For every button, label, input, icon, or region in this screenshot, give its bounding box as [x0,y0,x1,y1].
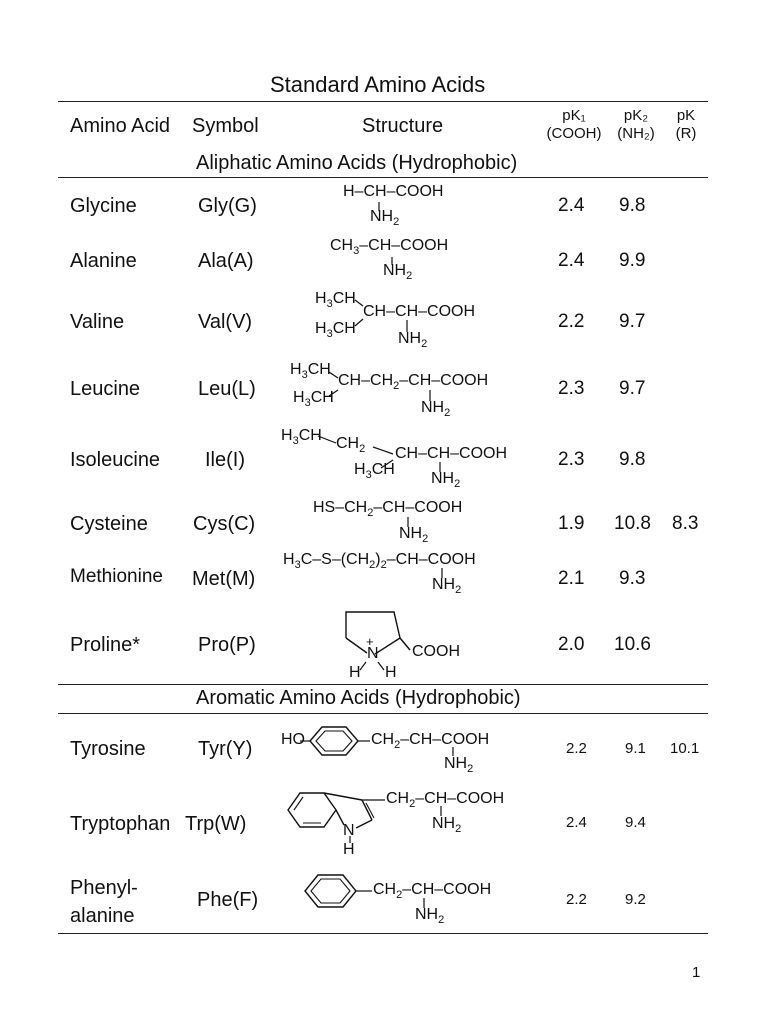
divider [58,713,708,714]
amino-group: $NH_2$ [415,906,445,927]
amino-acid-name-line1: Phenyl- [70,877,138,899]
pk2-value: 9.7 [619,311,646,332]
structure-isoleucine: CH–CH–COOH [395,445,508,462]
amino-acid-name: Alanine [70,250,137,272]
amino-acid-symbol: Tyr(Y) [198,738,253,760]
structure-phenylalanine: $CH_2-CH$–COOH [373,881,492,902]
pk1-value: 2.2 [566,740,587,757]
hydrogen: H [349,664,361,681]
pk2-value: 9.4 [625,814,646,831]
charge-plus: + [366,634,374,649]
structure-valine: CH–CH–COOH [363,303,476,320]
amino-group: $NH_2$ [383,262,413,283]
amino-acid-symbol: Met(M) [192,568,256,590]
header-pkr-group: (R) [675,125,697,142]
amino-group: $NH_2$ [370,208,400,229]
header-pk2-label: pK₂ [623,107,649,124]
amino-acid-name: Methionine [70,566,163,587]
amino-group: $NH_2$ [421,399,451,420]
hydrogen: H [343,841,355,858]
divider [58,933,708,934]
pkr-value: 10.1 [670,740,700,757]
structure-cysteine: $HS-CH_2-CH$–COOH [313,499,463,520]
pk1-value: 1.9 [558,513,585,534]
amino-acid-symbol: Ile(I) [205,449,245,471]
page-number: 1 [692,964,701,981]
header-pk1-label: pK₁ [562,107,586,124]
structure-leucine: $CH-CH_2-CH$–COOH [338,372,489,393]
header-symbol: Symbol [192,115,259,137]
pk1-value: 2.4 [558,250,585,271]
pk2-value: 9.3 [619,568,646,589]
pk2-value: 10.6 [614,634,651,655]
pk2-value: 9.2 [625,891,646,908]
pk1-value: 2.3 [558,449,585,470]
amino-acid-name: Isoleucine [70,449,161,471]
pk1-value: 2.2 [566,891,587,908]
pk1-value: 2.4 [558,195,585,216]
pk1-value: 2.2 [558,311,585,332]
amino-acid-symbol: Cys(C) [193,513,256,535]
ring-nitrogen: N [343,822,355,839]
amino-acid-symbol: Trp(W) [185,813,247,835]
amino-group: $NH_2$ [431,470,461,491]
section-aliphatic: Aliphatic Amino Acids (Hydrophobic) [196,152,518,174]
amino-acid-symbol: Val(V) [198,311,253,333]
hydrogen: H [385,664,397,681]
header-pk1-group: (COOH) [546,125,602,142]
header-amino-acid: Amino Acid [70,115,171,137]
methyl-group: $H_3CH$ [281,427,322,448]
ring-nitrogen: N [367,645,379,662]
header-structure: Structure [362,115,444,137]
amino-acid-name: Cysteine [70,513,148,535]
amino-acid-name: Tyrosine [70,738,146,760]
pk2-value: 9.8 [619,449,646,470]
methyl-group: $H_3CH$ [354,461,395,482]
carboxyl-group: COOH [412,643,460,660]
pk1-value: 2.1 [558,568,585,589]
amino-group: $NH_2$ [398,330,428,351]
structure-methionine: $H_3C-S-(CH_2)_2-CH$–COOH [283,551,476,572]
chem-text: H–CH–COOH [343,183,444,200]
methylene-group: $CH_2$ [336,435,366,456]
amino-acid-name-line2: alanine [70,905,135,927]
structure-tyrosine: $CH_2-CH$–COOH [371,731,490,752]
amino-acid-symbol: Phe(F) [197,889,259,911]
amino-acid-symbol: Pro(P) [198,634,256,656]
pk1-value: 2.4 [566,814,587,831]
pk2-value: 9.9 [619,250,646,271]
amino-acid-name: Tryptophan [70,813,171,835]
amino-acid-symbol: Ala(A) [198,250,254,272]
methyl-group: $H_3CH$ [290,361,331,382]
methyl-group: $H_3CH$ [315,290,356,311]
amino-acid-symbol: Gly(G) [198,195,257,217]
page-title: Standard Amino Acids [270,72,486,97]
pk1-value: 2.0 [558,634,585,655]
amino-acid-name: Glycine [70,195,137,217]
pk2-value: 9.1 [625,740,646,757]
pk2-value: 9.8 [619,195,646,216]
amino-group: $NH_2$ [432,576,462,597]
amino-acid-name: Proline* [70,634,141,656]
amino-acid-name: Leucine [70,378,141,400]
methyl-group: $H_3CH$ [315,320,356,341]
hydroxyl-group: HO [281,731,305,748]
pk2-value: 9.7 [619,378,646,399]
pkr-value: 8.3 [672,513,699,534]
amino-acid-name [70,874,138,930]
divider [58,684,708,685]
amino-group: $NH_2$ [399,525,429,546]
pk1-value: 2.3 [558,378,585,399]
amino-acid-symbol: Leu(L) [198,378,256,400]
methyl-group: $H_3CH$ [293,389,334,410]
amino-group: $NH_2$ [444,755,474,776]
structure-alanine: $CH_3-CH$–COOH [330,237,449,258]
header-pk2-group: (NH₂) [617,125,655,142]
structure-tryptophan: $CH_2-CH$–COOH [386,790,505,811]
header-pkr-label: pK [676,107,696,124]
section-aromatic: Aromatic Amino Acids (Hydrophobic) [196,687,521,709]
amino-acid-name: Valine [70,311,125,333]
pk2-value: 10.8 [614,513,651,534]
amino-group: $NH_2$ [432,815,462,836]
